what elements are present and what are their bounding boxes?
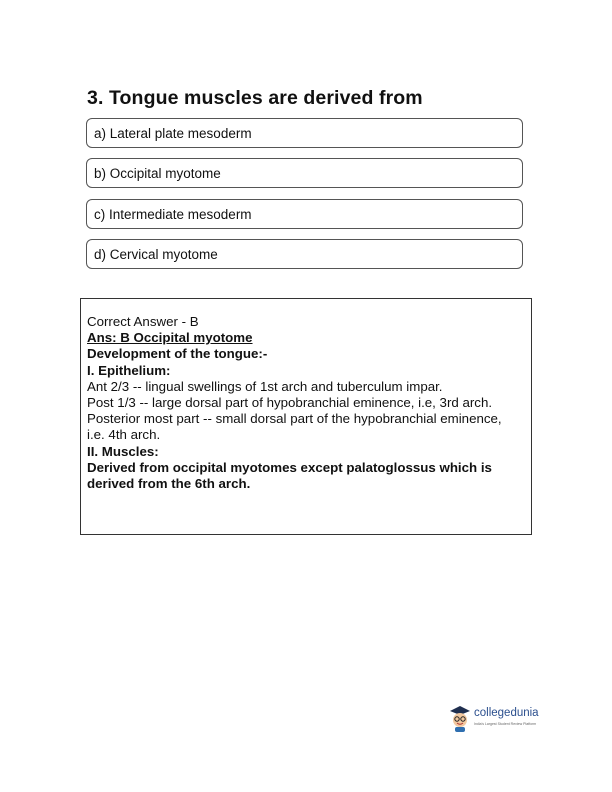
explanation-line: Derived from occipital myotomes except palatoglossus which is derived from the 6th arch.: [87, 459, 492, 492]
explanation-heading: Development of the tongue:-: [87, 346, 268, 362]
answer-label: Ans: B Occipital myotome: [87, 330, 253, 346]
section-muscles: II. Muscles:: [87, 443, 159, 459]
logo-wordmark: collegedunia: [474, 707, 539, 719]
explanation-line: Posterior most part -- small dorsal part of the hypobranchial eminence, i.e. 4th arch.: [87, 411, 502, 443]
explanation-line: Post 1/3 -- large dorsal part of hypobranchial eminence, i.e, 3rd arch.: [87, 395, 493, 411]
option-d[interactable]: d) Cervical myotome: [86, 239, 523, 269]
collegedunia-logo: [449, 705, 545, 735]
logo-tagline: India's Largest Student Review Platform: [474, 722, 537, 726]
section-epithelium: I. Epithelium:: [87, 362, 171, 378]
option-a[interactable]: a) Lateral plate mesoderm: [86, 118, 523, 148]
answer-explanation: [87, 314, 517, 492]
question-title: 3. Tongue muscles are derived from: [87, 87, 423, 109]
correct-answer: Correct Answer - B: [87, 314, 199, 329]
option-c[interactable]: c) Intermediate mesoderm: [86, 199, 523, 229]
graduate-mascot-icon: [449, 705, 471, 733]
option-b[interactable]: b) Occipital myotome: [86, 158, 523, 188]
explanation-line: Ant 2/3 -- lingual swellings of 1st arch and tuberculum impar.: [87, 378, 443, 394]
